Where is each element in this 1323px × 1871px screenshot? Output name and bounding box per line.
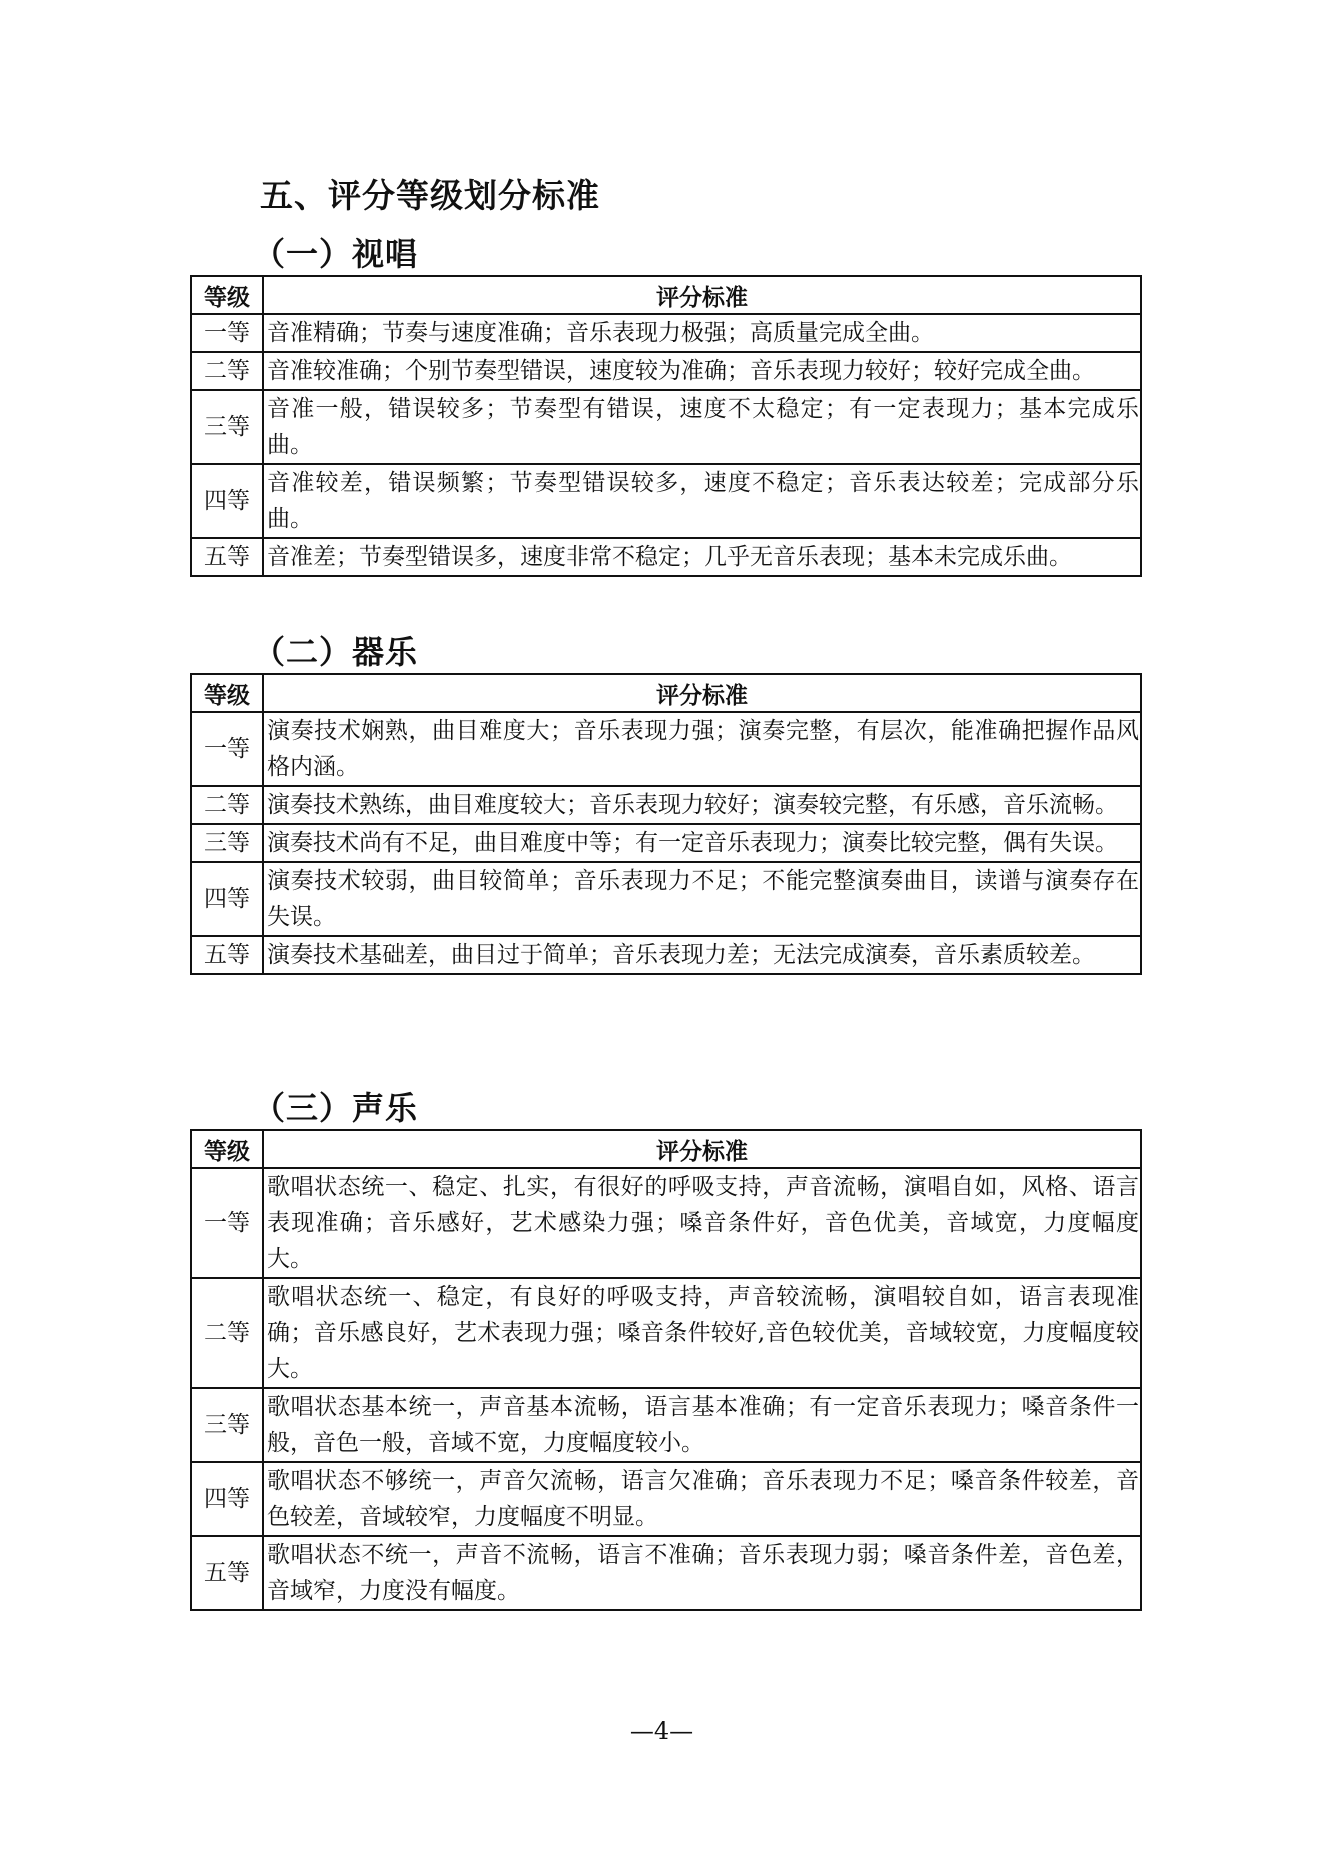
table-row [191, 1168, 1141, 1278]
table-row [191, 314, 1141, 352]
level-cell: 二等 [191, 1278, 263, 1388]
header-level: 等级 [191, 1130, 263, 1168]
criteria-cell: 音准差；节奏型错误多，速度非常不稳定；几乎无音乐表现；基本未完成乐曲。 [263, 538, 1141, 576]
table-row [191, 1278, 1141, 1388]
header-criteria: 评分标准 [263, 674, 1141, 712]
criteria-cell: 演奏技术尚有不足，曲目难度中等；有一定音乐表现力；演奏比较完整，偶有失误。 [263, 824, 1141, 862]
level-cell: 二等 [191, 786, 263, 824]
level-cell: 三等 [191, 1388, 263, 1462]
header-level: 等级 [191, 276, 263, 314]
table-row [191, 824, 1141, 862]
section-title: 五、评分等级划分标准 [260, 176, 600, 215]
criteria-cell: 音准一般，错误较多；节奏型有错误，速度不太稳定；有一定表现力；基本完成乐曲。 [263, 390, 1141, 464]
criteria-cell: 演奏技术基础差，曲目过于简单；音乐表现力差；无法完成演奏，音乐素质较差。 [263, 936, 1141, 974]
table-instrumental [190, 673, 1142, 975]
subtitle-sight-singing: （一）视唱 [253, 235, 419, 273]
level-cell: 三等 [191, 390, 263, 464]
table-row [191, 1388, 1141, 1462]
criteria-cell: 歌唱状态统一、稳定，有良好的呼吸支持，声音较流畅，演唱较自如，语言表现准确；音乐感良好，艺术表现力强；嗓音条件较好,音色较优美，音域较宽，力度幅度较大。 [263, 1278, 1141, 1388]
table-row [191, 712, 1141, 786]
criteria-cell: 演奏技术熟练，曲目难度较大；音乐表现力较好；演奏较完整，有乐感，音乐流畅。 [263, 786, 1141, 824]
table-vocal [190, 1129, 1142, 1611]
level-cell: 五等 [191, 1536, 263, 1610]
table-row [191, 464, 1141, 538]
header-criteria: 评分标准 [263, 276, 1141, 314]
table-row [191, 1536, 1141, 1610]
criteria-cell: 音准精确；节奏与速度准确；音乐表现力极强；高质量完成全曲。 [263, 314, 1141, 352]
level-cell: 二等 [191, 352, 263, 390]
header-level: 等级 [191, 674, 263, 712]
table-row [191, 352, 1141, 390]
level-cell: 三等 [191, 824, 263, 862]
table-row [191, 936, 1141, 974]
level-cell: 一等 [191, 314, 263, 352]
table-header-row [191, 1130, 1141, 1168]
table-row [191, 390, 1141, 464]
criteria-cell: 音准较差，错误频繁；节奏型错误较多，速度不稳定；音乐表达较差；完成部分乐曲。 [263, 464, 1141, 538]
level-cell: 四等 [191, 862, 263, 936]
criteria-cell: 歌唱状态不统一，声音不流畅，语言不准确；音乐表现力弱；嗓音条件差，音色差，音域窄，力度没有幅度。 [263, 1536, 1141, 1610]
table-row [191, 538, 1141, 576]
criteria-cell: 歌唱状态不够统一，声音欠流畅，语言欠准确；音乐表现力不足；嗓音条件较差，音色较差，音域较窄，力度幅度不明显。 [263, 1462, 1141, 1536]
table-row [191, 786, 1141, 824]
criteria-cell: 歌唱状态统一、稳定、扎实，有很好的呼吸支持，声音流畅，演唱自如，风格、语言表现准确；音乐感好，艺术感染力强；嗓音条件好，音色优美，音域宽，力度幅度大。 [263, 1168, 1141, 1278]
level-cell: 四等 [191, 1462, 263, 1536]
criteria-cell: 音准较准确；个别节奏型错误，速度较为准确；音乐表现力较好；较好完成全曲。 [263, 352, 1141, 390]
subtitle-instrumental: （二）器乐 [253, 633, 419, 671]
level-cell: 一等 [191, 712, 263, 786]
table-sight-singing [190, 275, 1142, 577]
level-cell: 五等 [191, 936, 263, 974]
page-number: —4— [629, 1717, 694, 1745]
criteria-cell: 歌唱状态基本统一，声音基本流畅，语言基本准确；有一定音乐表现力；嗓音条件一般，音色一般，音域不宽，力度幅度较小。 [263, 1388, 1141, 1462]
level-cell: 一等 [191, 1168, 263, 1278]
table-row [191, 1462, 1141, 1536]
level-cell: 四等 [191, 464, 263, 538]
header-criteria: 评分标准 [263, 1130, 1141, 1168]
criteria-cell: 演奏技术较弱，曲目较简单；音乐表现力不足；不能完整演奏曲目，读谱与演奏存在失误。 [263, 862, 1141, 936]
level-cell: 五等 [191, 538, 263, 576]
criteria-cell: 演奏技术娴熟，曲目难度大；音乐表现力强；演奏完整，有层次，能准确把握作品风格内涵。 [263, 712, 1141, 786]
subtitle-vocal: （三）声乐 [253, 1089, 419, 1127]
table-row [191, 862, 1141, 936]
table-header-row [191, 276, 1141, 314]
table-header-row [191, 674, 1141, 712]
